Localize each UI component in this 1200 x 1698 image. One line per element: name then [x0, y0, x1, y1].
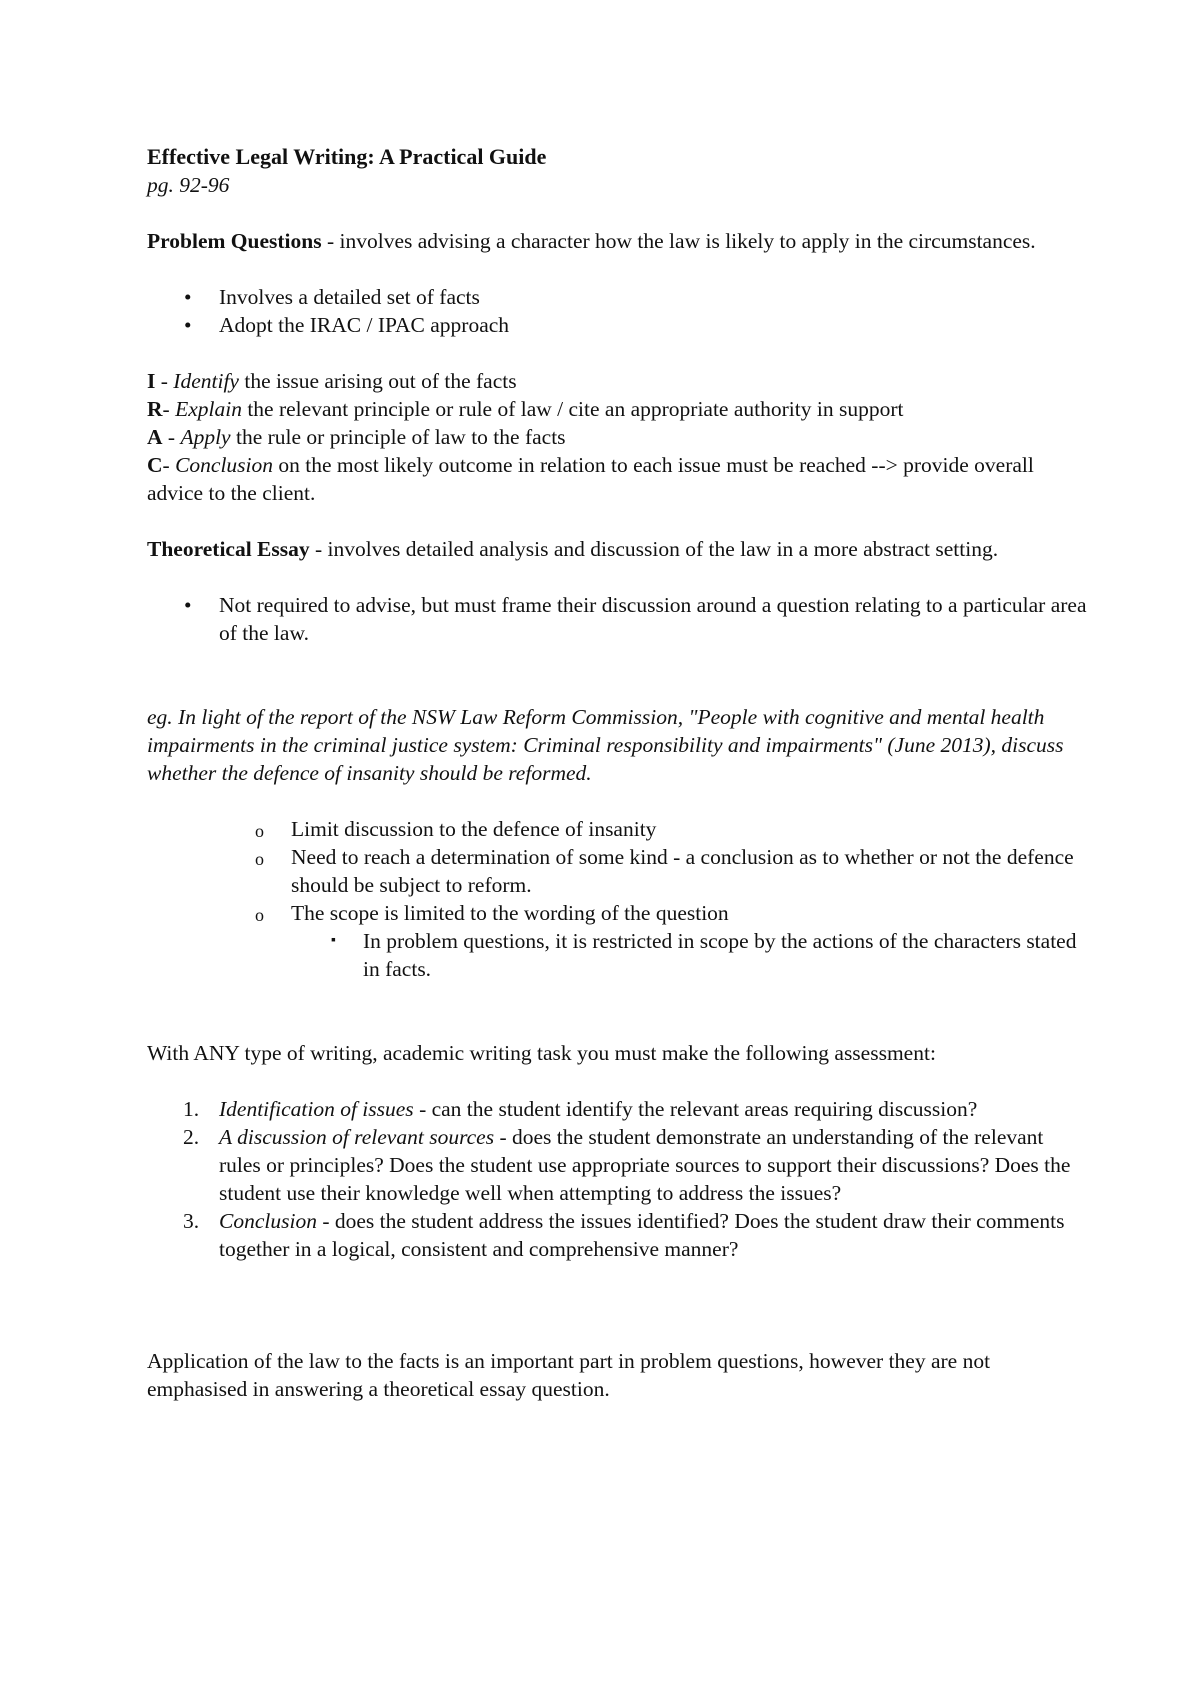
circle-marker: o [255, 821, 264, 841]
irac-line: A - Apply the rule or principle of law to the facts [147, 425, 566, 449]
square-marker: ▪ [331, 933, 336, 948]
list-item: • Not required to advise, but must frame their discussion around a question relating to a particular area of the law. [184, 593, 1087, 645]
bullet-marker: • [184, 593, 192, 617]
sub-point-list [291, 927, 1087, 983]
problem-questions-term: Problem Questions [147, 229, 322, 253]
irac-line: C- Conclusion on the most likely outcome in relation to each issue must be reached --> provide overall advice to the client. [147, 453, 1034, 505]
bullet-marker: • [184, 285, 192, 309]
theoretical-essay-paragraph: Theoretical Essay - involves detailed analysis and discussion of the law in a more abstract setting. [147, 537, 999, 561]
list-item: o Limit discussion to the defence of insanity [219, 815, 1087, 843]
document-page [147, 143, 1087, 1403]
problem-questions-desc: - involves advising a character how the law is likely to apply in the circumstances. [321, 229, 1036, 253]
list-item: o Need to reach a determination of some kind - a conclusion as to whether or not the defence should be subject to reform. [255, 845, 1074, 897]
list-item: • Adopt the IRAC / IPAC approach [184, 313, 510, 337]
list-item: 1. Identification of issues - can the student identify the relevant areas requiring discussion? [183, 1097, 978, 1121]
circle-marker: o [255, 905, 264, 925]
list-item: 2. A discussion of relevant sources - does the student demonstrate an understanding of the relevant rules or principles? Does the student use appropriate sources to support their discussions? Does the student use their knowledge well when attempting to address the issues? [183, 1125, 1071, 1205]
example-question: eg. In light of the report of the NSW Law Reform Commission, "People with cognitive and mental health impairments in the criminal justice system: Criminal responsibility and impairments" (June 2013), discuss whether the defence of insanity should be reformed. [147, 705, 1064, 785]
irac-line: R- Explain the relevant principle or rule of law / cite an appropriate authority in support [147, 397, 904, 421]
irac-block [147, 367, 1087, 507]
assessment-intro: With ANY type of writing, academic writing task you must make the following assessment: [147, 1041, 936, 1065]
list-item: ▪ In problem questions, it is restricted in scope by the actions of the characters stated in facts. [331, 929, 1077, 981]
closing-paragraph: Application of the law to the facts is an important part in problem questions, however they are not emphasised in answering a theoretical essay question. [147, 1349, 991, 1401]
theoretical-essay-term: Theoretical Essay [147, 537, 310, 561]
assessment-list [147, 1095, 1087, 1263]
irac-line: I - Identify the issue arising out of the facts [147, 369, 517, 393]
essay-bullet-list [147, 591, 1087, 647]
problem-bullet-list [147, 283, 1087, 339]
document-title: Effective Legal Writing: A Practical Guide [147, 144, 547, 169]
problem-questions-paragraph [147, 227, 1087, 255]
list-item: • Involves a detailed set of facts [184, 285, 480, 309]
circle-marker: o [255, 849, 264, 869]
example-point-list [219, 815, 1087, 983]
list-item: 3. Conclusion - does the student address the issues identified? Does the student draw their comments together in a logical, consistent and comprehensive manner? [183, 1209, 1065, 1261]
page-reference: pg. 92-96 [147, 173, 230, 197]
list-item: o The scope is limited to the wording of the question ▪ In problem questions, it is restricted in scope by the actions of the characters stated in facts. [219, 899, 1087, 983]
bullet-marker: • [184, 313, 192, 337]
